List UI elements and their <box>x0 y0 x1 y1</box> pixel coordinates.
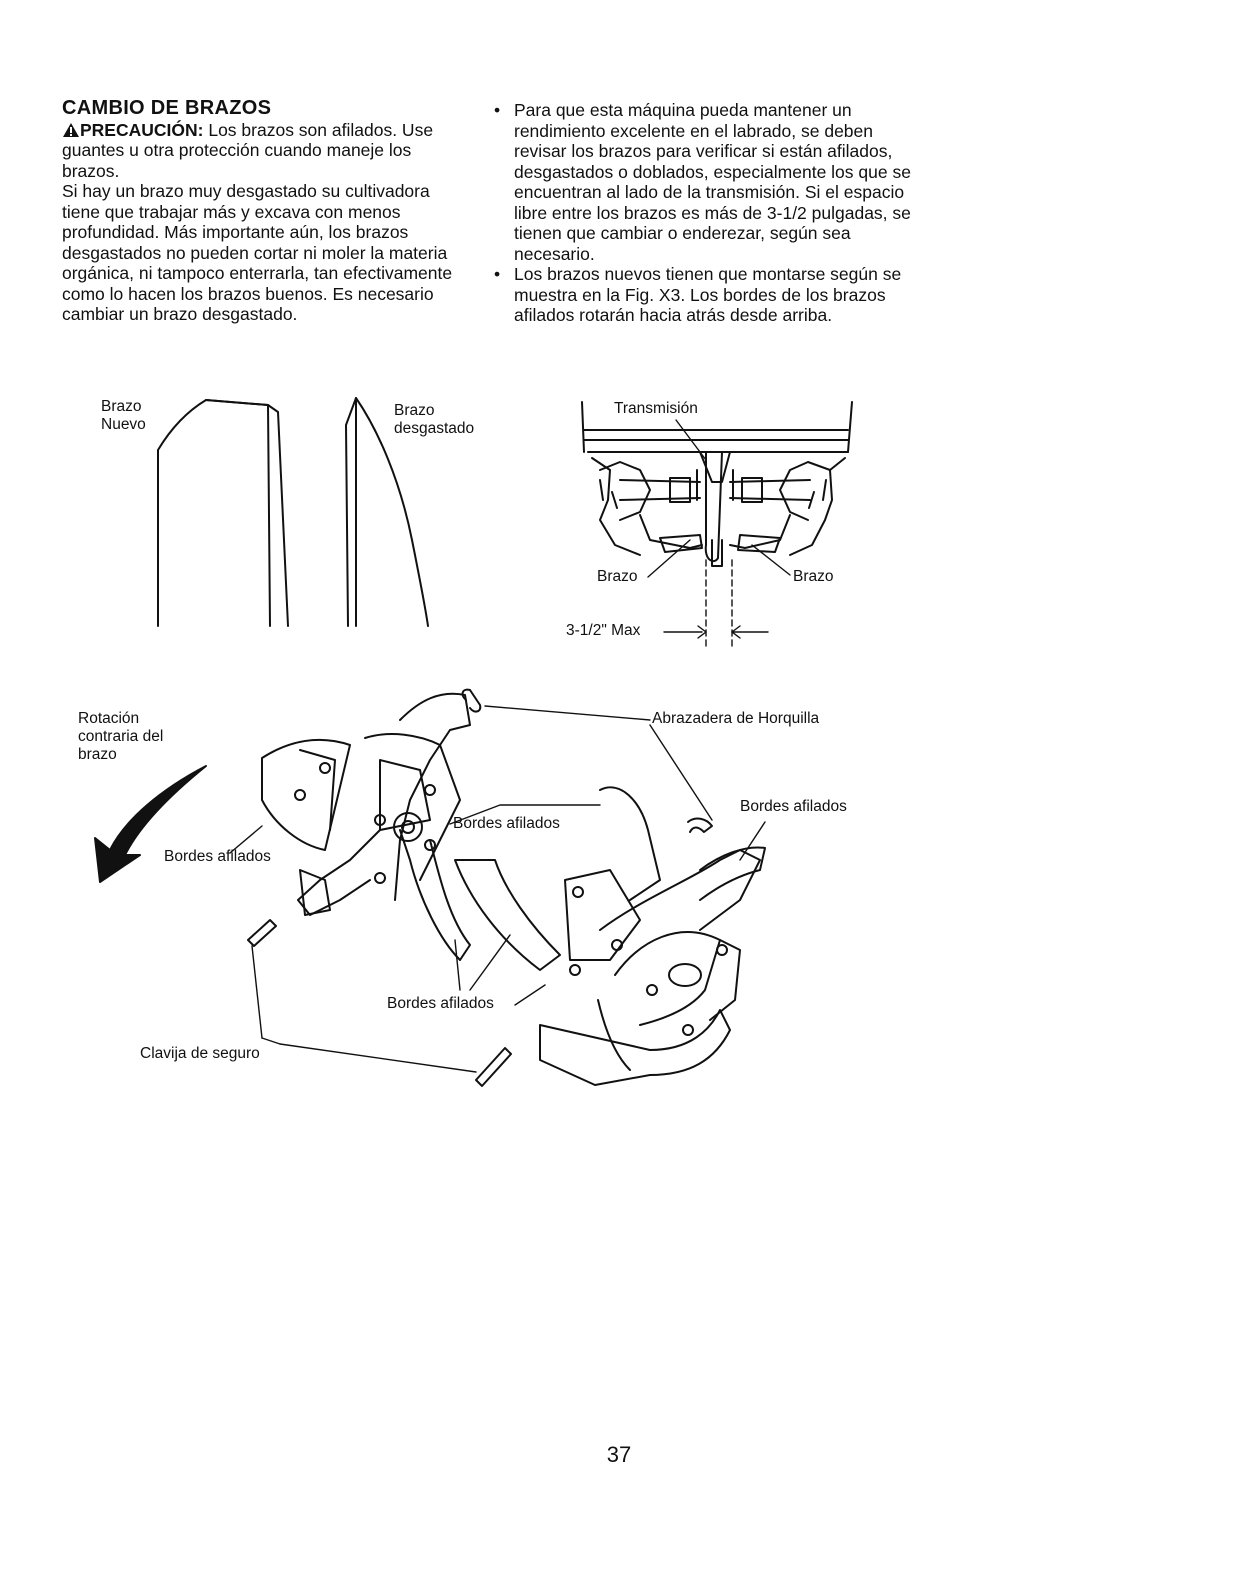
new-tine-label-line2: Nuevo <box>101 416 146 433</box>
rotation-label-line1: Rotación <box>78 710 140 727</box>
hairpin-clip-label: Abrazadera de Horquilla <box>652 710 820 727</box>
worn-tine-label-line2: desgastado <box>394 420 475 437</box>
tine-assembly-left <box>248 690 480 960</box>
section-title: CAMBIO DE BRAZOS <box>62 97 272 119</box>
transmission-label: Transmisión <box>614 400 698 417</box>
transmission-diagram <box>582 402 852 566</box>
new-tine-label-line1: Brazo <box>101 398 142 415</box>
clevis-pin-label: Clavija de seguro <box>140 1045 260 1062</box>
page-number: 37 <box>606 1442 632 1467</box>
worn-tine-label-line1: Brazo <box>394 402 435 419</box>
max-gap-label: 3-1/2" Max <box>566 622 641 639</box>
sharp-edges-label-right: Bordes afilados <box>740 798 847 815</box>
tine-label-right: Brazo <box>793 568 834 585</box>
new-tine-drawing <box>158 400 288 626</box>
caution-label: PRECAUCIÓN: <box>80 119 204 140</box>
tine-label-left: Brazo <box>597 568 638 585</box>
rotation-label-line3: brazo <box>78 746 117 763</box>
list-item: • Para que esta máquina pueda mantener un rendimiento excelente en el labrado, se deben revisar los brazos para verificar si están afilados, desgastados o doblados, especialmente los que se encuentran al lado de la transmisión. Si el espacio libre entre los brazos es más de 3-1/2 pulgadas, se tienen que cambiar o enderezar, según sea necesario. <box>492 100 922 264</box>
caution-text: Los brazos son afilados. Use guantes u otra protección cuando maneje los brazos. <box>62 119 434 181</box>
sharp-edges-label-center: Bordes afilados <box>453 815 560 832</box>
sharp-edges-label-left: Bordes afilados <box>164 848 271 865</box>
list-item: • Los brazos nuevos tienen que montarse según se muestra en la Fig. X3. Los bordes de los brazos afilados rotarán hacia atrás desde arriba. <box>492 264 922 326</box>
rotation-label-line2: contraria del <box>78 728 164 745</box>
sharp-edges-label-bottom: Bordes afilados <box>387 995 494 1012</box>
worn-tine-paragraph: Si hay un brazo muy desgastado su cultivadora tiene que trabajar más y excava con menos profundidad. Más importante aún, los brazos desgastados no pueden cortar ni moler la materia orgánica, ni tampoco enterrarla, tan efectivamente como lo hacen los brazos buenos. Es necesario cambiar un brazo desgastado. <box>62 181 453 324</box>
